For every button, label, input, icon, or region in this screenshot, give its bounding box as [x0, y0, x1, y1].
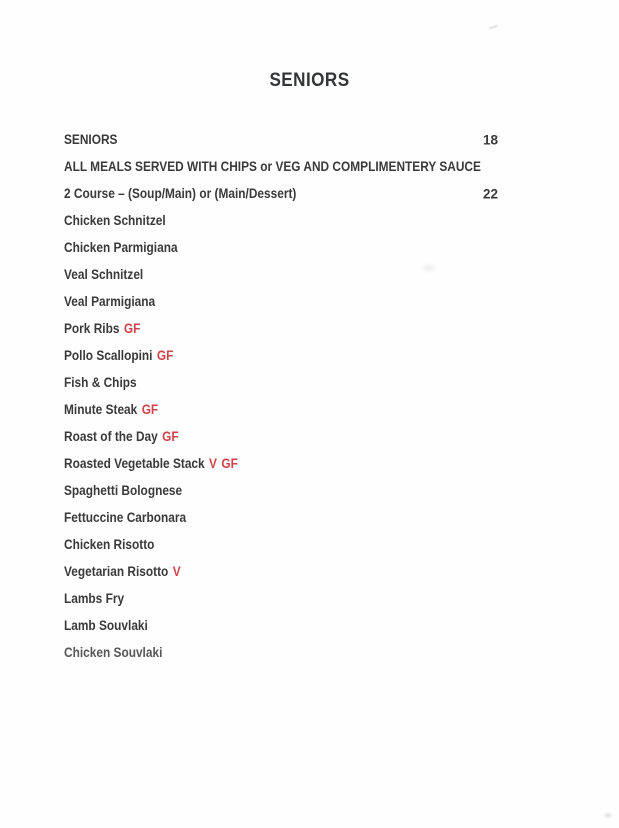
menu-row: [0, 342, 619, 369]
menu-item-name: ALL MEALS SERVED WITH CHIPS or VEG AND COMPLIMENTERY SAUCE: [64, 159, 481, 174]
menu-item-label: [64, 213, 166, 228]
dietary-tag-gf: GF: [221, 456, 238, 471]
menu-item-name: Roasted Vegetable Stack: [64, 456, 205, 471]
menu-item-label: [64, 294, 155, 309]
menu-item-label: [64, 159, 481, 174]
menu-row: [0, 450, 619, 477]
menu-item-name: Spaghetti Bolognese: [64, 483, 183, 498]
page-title: [0, 71, 619, 91]
dietary-tag-v: V: [209, 456, 217, 471]
menu-row: [0, 153, 619, 180]
menu-row: [0, 558, 619, 585]
menu-item-label: [64, 429, 179, 444]
menu-row: [0, 477, 619, 504]
dietary-tag-gf: GF: [156, 348, 174, 363]
menu-item-label: [64, 348, 173, 363]
menu-item-name: Chicken Souvlaki: [64, 645, 163, 660]
menu-item-name: Chicken Risotto: [64, 537, 155, 552]
menu-row: [0, 585, 619, 612]
menu-item-label: [64, 186, 296, 201]
menu-item-name: Pork Ribs: [64, 321, 120, 336]
menu-item-label: [64, 321, 140, 336]
menu-row: [0, 369, 619, 396]
menu-item-price: 18: [483, 132, 499, 147]
menu-item-label: [64, 510, 186, 525]
menu-item-name: 2 Course – (Soup/Main) or (Main/Dessert): [64, 186, 297, 201]
menu-row: [0, 315, 619, 342]
dietary-tag-v: V: [172, 564, 181, 579]
menu-item-price: 22: [483, 186, 499, 201]
menu-item-label: [64, 618, 148, 633]
page-title-text: SENIORS: [269, 70, 350, 91]
menu-item-name: Vegetarian Risotto: [64, 564, 169, 579]
menu-row: [0, 639, 619, 666]
menu-item-label: [64, 402, 158, 417]
scan-artifact-dash: [489, 25, 498, 30]
menu-row: [0, 126, 619, 153]
menu-item-label: [64, 483, 182, 498]
menu-row: [0, 234, 619, 261]
menu-item-label: [64, 132, 117, 147]
menu-item-label: [64, 564, 181, 579]
menu-item-name: Minute Steak: [64, 402, 138, 417]
menu-item-label: [64, 240, 178, 255]
menu-list: [0, 126, 619, 666]
dietary-tag-gf: GF: [123, 321, 141, 336]
menu-item-name: Roast of the Day: [64, 429, 158, 444]
menu-item-name: Fish & Chips: [64, 375, 137, 390]
menu-item-name: Veal Schnitzel: [64, 267, 144, 282]
menu-item-name: SENIORS: [64, 132, 118, 147]
menu-item-name: Chicken Parmigiana: [64, 240, 178, 255]
menu-item-label: [64, 456, 238, 471]
menu-item-name: Fettuccine Carbonara: [64, 510, 187, 525]
dietary-tag-gf: GF: [162, 429, 179, 444]
menu-row: [0, 261, 619, 288]
menu-item-label: [64, 591, 124, 606]
menu-item-name: Pollo Scallopini: [64, 348, 153, 363]
menu-item-name: Veal Parmigiana: [64, 294, 156, 309]
menu-item-label: [64, 645, 162, 660]
menu-item-name: Chicken Schnitzel: [64, 213, 166, 228]
scan-artifact-speck: [603, 812, 613, 819]
menu-row: [0, 180, 619, 207]
menu-row: [0, 531, 619, 558]
menu-row: [0, 612, 619, 639]
menu-item-label: [64, 267, 143, 282]
menu-item-label: [64, 375, 137, 390]
menu-row: [0, 423, 619, 450]
menu-item-label: [64, 537, 154, 552]
menu-row: [0, 504, 619, 531]
menu-item-name: Lambs Fry: [64, 591, 125, 606]
menu-item-name: Lamb Souvlaki: [64, 618, 148, 633]
dietary-tag-gf: GF: [141, 402, 159, 417]
menu-row: [0, 207, 619, 234]
menu-row: [0, 288, 619, 315]
menu-row: [0, 396, 619, 423]
